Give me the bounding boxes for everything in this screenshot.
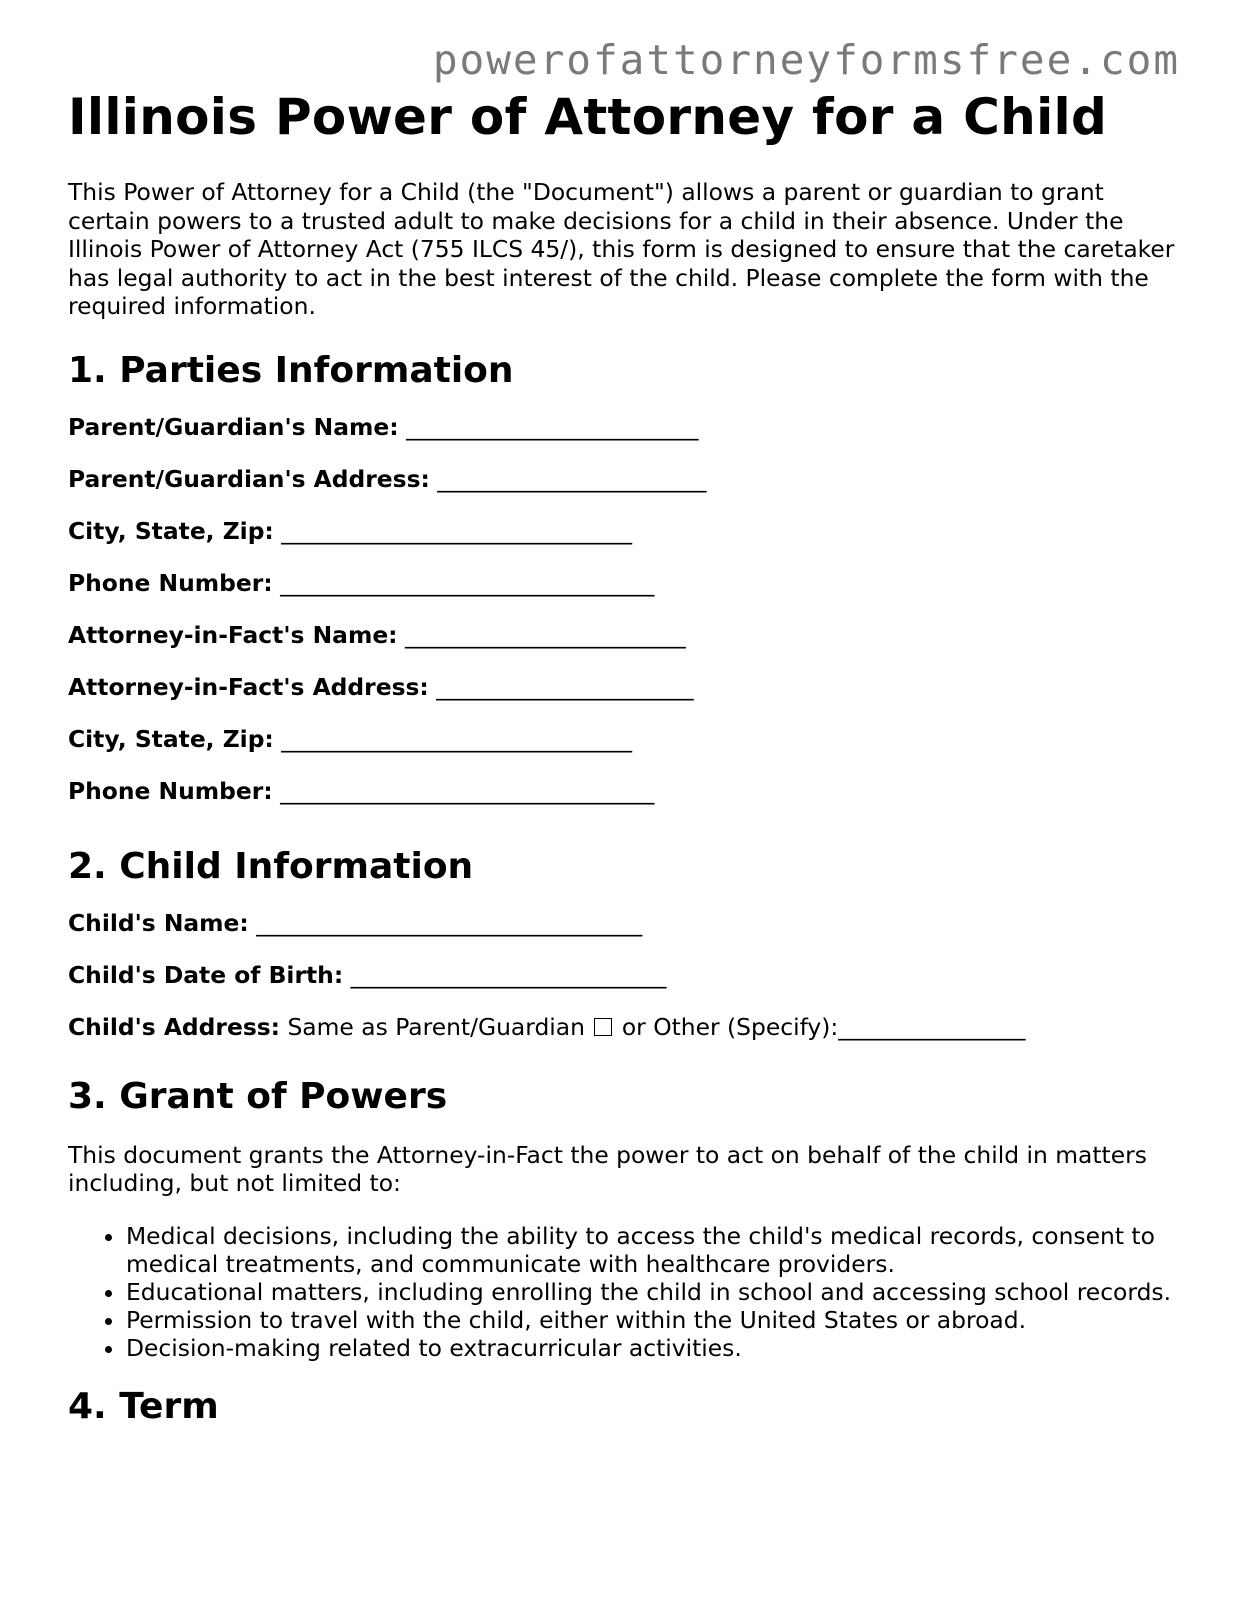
attorney-phone-field[interactable]: Phone Number: ________________________________ [68, 776, 655, 805]
list-item: • Educational matters, including enrolling the child in school and accessing school records. [126, 1278, 1178, 1306]
document-title: Illinois Power of Attorney for a Child [68, 88, 1108, 146]
parent-phone-field[interactable]: Phone Number: ________________________________ [68, 568, 655, 597]
same-as-parent-checkbox[interactable] [594, 1018, 612, 1036]
watermark: powerofattorneyformsfree.com [432, 36, 1180, 84]
list-item: • Decision-making related to extracurricular activities. [126, 1334, 1178, 1362]
section-parties-heading: 1. Parties Information [68, 349, 514, 391]
attorney-name-field[interactable]: Attorney-in-Fact's Name: ________________________ [68, 620, 686, 649]
list-item: • Permission to travel with the child, either within the United States or abroad. [126, 1306, 1178, 1334]
section-child-heading: 2. Child Information [68, 845, 474, 887]
parties-fields [68, 413, 1178, 829]
list-item: • Medical decisions, including the ability to access the child's medical records, consent to medical treatments, and communicate with healthcare providers. [126, 1222, 1178, 1278]
document-page [68, 86, 1178, 1429]
child-dob-field[interactable]: Child's Date of Birth: ___________________________ [68, 960, 667, 989]
section-term-heading: 4. Term [68, 1385, 219, 1427]
parent-name-field[interactable]: Parent/Guardian's Name: _________________________ [68, 412, 699, 441]
grant-intro-paragraph: This document grants the Attorney-in-Fact the power to act on behalf of the child in matters including, but not limited to: [68, 1140, 1147, 1197]
section-grant-heading: 3. Grant of Powers [68, 1075, 448, 1117]
child-fields [68, 909, 1178, 1065]
attorney-address-field[interactable]: Attorney-in-Fact's Address: ______________________ [68, 672, 694, 701]
child-address-field[interactable]: Child's Address: Same as Parent/Guardian or Other (Specify):________________ [68, 1012, 1026, 1041]
parent-city-state-zip-field[interactable]: City, State, Zip: ______________________________ [68, 516, 633, 545]
parent-address-field[interactable]: Parent/Guardian's Address: _______________________ [68, 464, 707, 493]
powers-list [68, 1222, 1178, 1363]
attorney-city-state-zip-field[interactable]: City, State, Zip: ______________________________ [68, 724, 633, 753]
intro-paragraph: This Power of Attorney for a Child (the "Document") allows a parent or guardian to grant certain powers to a trusted adult to make decisions for a child in their absence. Under the Illinois Power of Attorney Act (755 ILCS 45/), this form is designed to ensure that the caretaker has legal authority to act in the best interest of the child. Please complete the form with the required information. [68, 178, 1175, 320]
child-name-field[interactable]: Child's Name: _________________________________ [68, 908, 643, 937]
